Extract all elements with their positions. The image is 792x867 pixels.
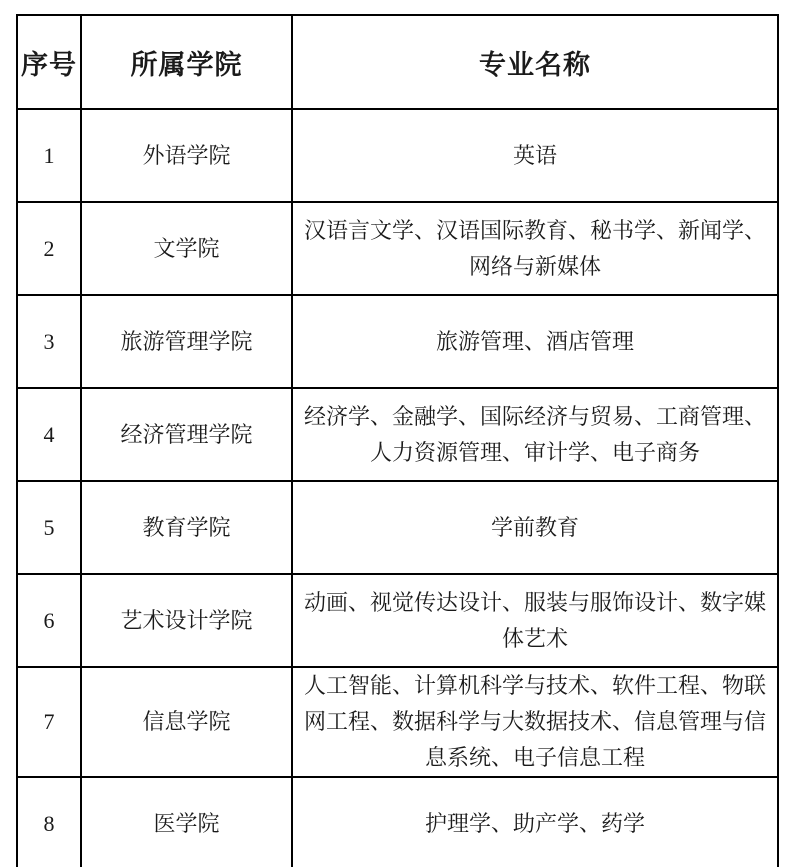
majors-cell: 动画、视觉传达设计、服装与服饰设计、数字媒体艺术 [292, 574, 778, 667]
majors-cell: 汉语言文学、汉语国际教育、秘书学、新闻学、网络与新媒体 [292, 202, 778, 295]
table-row [17, 481, 778, 574]
table-row [17, 667, 778, 777]
college-cell: 艺术设计学院 [81, 574, 292, 667]
header-cell-majors: 专业名称 [292, 15, 778, 109]
college-cell: 信息学院 [81, 667, 292, 777]
table-row [17, 574, 778, 667]
college-cell: 文学院 [81, 202, 292, 295]
college-cell: 医学院 [81, 777, 292, 867]
row-number-cell: 3 [17, 295, 81, 388]
header-row [17, 15, 778, 109]
row-number-cell: 8 [17, 777, 81, 867]
row-number-cell: 5 [17, 481, 81, 574]
table-header [17, 15, 778, 109]
majors-cell: 人工智能、计算机科学与技术、软件工程、物联网工程、数据科学与大数据技术、信息管理与信息系统、电子信息工程 [292, 667, 778, 777]
header-cell-no: 序号 [17, 15, 81, 109]
row-number-cell: 1 [17, 109, 81, 202]
college-cell: 旅游管理学院 [81, 295, 292, 388]
college-cell: 外语学院 [81, 109, 292, 202]
majors-cell: 旅游管理、酒店管理 [292, 295, 778, 388]
row-number-cell: 6 [17, 574, 81, 667]
row-number-cell: 4 [17, 388, 81, 481]
row-number-cell: 7 [17, 667, 81, 777]
college-cell: 经济管理学院 [81, 388, 292, 481]
majors-cell: 护理学、助产学、药学 [292, 777, 778, 867]
table-row [17, 777, 778, 867]
table-row [17, 295, 778, 388]
table-row [17, 109, 778, 202]
college-majors-table [16, 14, 779, 867]
majors-cell: 英语 [292, 109, 778, 202]
table-row [17, 202, 778, 295]
college-cell: 教育学院 [81, 481, 292, 574]
header-cell-college: 所属学院 [81, 15, 292, 109]
majors-cell: 学前教育 [292, 481, 778, 574]
table-row [17, 388, 778, 481]
majors-cell: 经济学、金融学、国际经济与贸易、工商管理、人力资源管理、审计学、电子商务 [292, 388, 778, 481]
row-number-cell: 2 [17, 202, 81, 295]
table-body [17, 109, 778, 867]
